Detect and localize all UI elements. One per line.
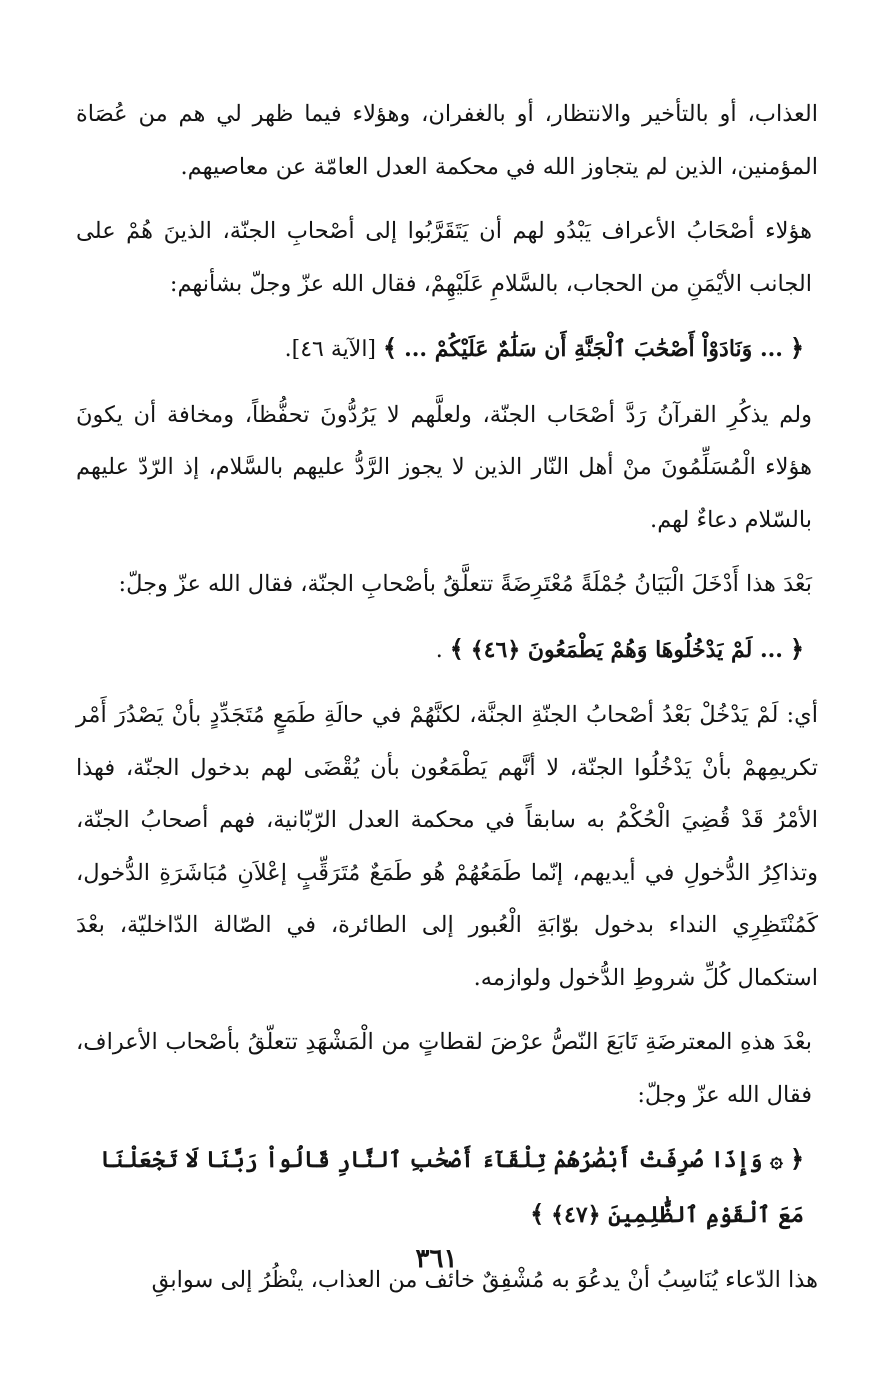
- page-number: ٣٦١: [415, 1244, 458, 1274]
- verse-close-bracket: ﴾: [530, 1198, 545, 1228]
- quran-verse-1: [76, 322, 818, 377]
- paragraph-5: أي: لَمْ يَدْخُلْ بَعْدُ أصْحابُ الجنّةِ الجنَّة، لكنَّهُمْ في حالَةِ طَمَعٍ مُتَجَدِّدٍ بأنْ يَصْدُرَ أَمْر تكريمِهمْ بأنْ يَدْخُلُوا الجنّة، لا أنَّهم يَطْمَعُون بأن يُقْضَى لهم بدخول الجنّة، فهذا الأمْرُ قَدْ قُضِيَ الْحُكْمُ به سابقاً في محكمة العدل الرّبّانية، فهم أصحابُ الجنّة، وتذاكِرُ الدُّخولِ في أيديهم، إنّما طَمَعُهُمْ هُو طَمَعٌ مُتَرَقِّبٍ إعْلاَنِ مُبَاشَرَةِ الدُّخول، كَمُنْتَظِرِي النداء بدخول بوّابَةِ الْعُبور إلى الطائرة، في الصّالة الدّاخليّة، بعْدَ استكمال كُلِّ شروطِ الدُّخول ولوازمه.: [76, 702, 818, 991]
- verse-close-bracket: ﴾: [383, 333, 398, 362]
- verse-open-bracket: ﴿: [789, 1144, 804, 1173]
- paragraph-1: العذاب، أو بالتأخير والانتظار، أو بالغفران، وهؤلاء فيما ظهر لي هم من عُصَاة المؤمنين، الذين لم يتجاوز الله في محكمة العدل العامّة عن معاصيهم.: [76, 101, 818, 180]
- verse-reference: .: [435, 637, 443, 663]
- paragraph-2: هؤلاء أصْحَابُ الأعراف يَبْدُو لهم أن يَتَقَرَّبُوا إلى أصْحابِ الجنّة، الذينَ هُمْ على الجانب الأيْمَنِ من الحجاب، بالسَّلامِ عَلَيْهِمْ، فقال الله عزّ وجلّ بشأنهم:: [76, 218, 812, 297]
- verse-close-bracket: ﴾: [449, 633, 464, 663]
- quran-verse-3: [76, 1133, 818, 1242]
- verse-open-bracket: ﴿: [789, 633, 804, 663]
- quran-verse-2: [76, 623, 818, 678]
- page-body: [76, 88, 818, 1319]
- verse-text: ۞ وَإِذَا صُرِفَتْ أَبْصَٰرُهُمْ تِلْقَآءَ أَصْحَٰبِ ٱلنَّارِ قَالُواْ رَبَّنَا لَا تَجْعَلْنَا مَعَ ٱلْقَوْمِ ٱلظَّٰلِمِينَ ﴿٤٧﴾: [100, 1147, 804, 1228]
- verse-text: ... وَنَادَوْاْ أَصْحَٰبَ ٱلْجَنَّةِ أَن سَلَٰمٌ عَلَيْكُمْ ...: [404, 336, 783, 362]
- verse-text: ... لَمْ يَدْخُلُوهَا وَهُمْ يَطْمَعُونَ ﴿٤٦﴾: [470, 636, 783, 663]
- paragraph-6: بعْدَ هذهِ المعترضَةِ تَابَعَ النّصُّ عرْضَ لقطاتٍ من الْمَشْهَدِ تتعلّقُ بأصْحاب الأعراف، فقال الله عزّ وجلّ:: [76, 1029, 812, 1108]
- paragraph-7: هذا الدّعاء يُنَاسِبُ أنْ يدعُوَ به مُشْفِقٌ خائف من العذاب، ينْظُرُ إلى سوابقِ: [151, 1267, 818, 1293]
- verse-open-bracket: ﴿: [789, 333, 804, 362]
- paragraph-4: بَعْدَ هذا أَدْخَلَ الْبَيَانُ جُمْلَةً مُعْتَرِضَةً تتعلَّقُ بأصْحابِ الجنّة، فقال الله عزّ وجلّ:: [118, 571, 812, 597]
- paragraph-3: ولم يذكُرِ القرآنُ رَدَّ أصْحَاب الجنّة، ولعلَّهم لا يَرُدُّونَ تحفُّظاً، ومخافة أن يكونَ هؤلاء الْمُسَلِّمُونَ منْ أهل النّار الذين لا يجوز الرَّدُّ عليهم بالسَّلام، إذ الرّدّ عليهم بالسّلام دعاءٌ لهم.: [76, 401, 812, 533]
- verse-reference: [الآية ٤٦].: [284, 337, 377, 362]
